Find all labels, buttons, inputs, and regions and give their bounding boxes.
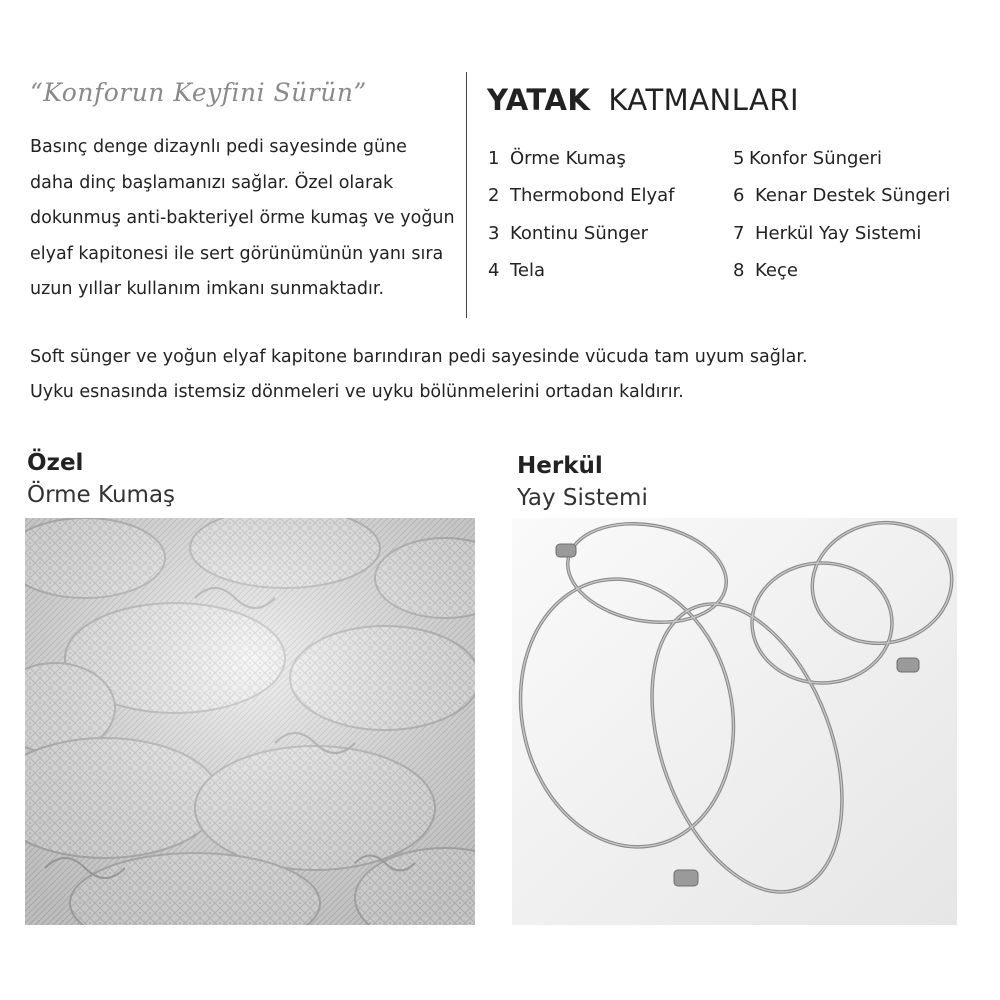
layer-number: 8 [733, 260, 745, 281]
knit-fabric-image [25, 518, 475, 925]
layer-number: 1 [488, 148, 500, 169]
layers-title-bold: YATAK [487, 83, 591, 117]
layer-label: Herkül Yay Sistemi [755, 223, 922, 244]
layer-label: Keçe [755, 260, 798, 281]
intro-paragraph: Basınç denge dizaynlı pedi sayesinde güne daha dinç başlamanızı sağlar. Özel olarak dokunmuş anti-bakteriyel örme kumaş ve yoğun elyaf kapitonesi ile sert görünümünün yanı sıra uzun yıllar kullanım imkanı sunmaktadır. [30, 137, 455, 299]
layer-number: 7 [733, 223, 745, 244]
layer-item [733, 223, 921, 244]
layer-item [733, 185, 950, 206]
layer-number: 3 [488, 223, 500, 244]
layer-number: 2 [488, 185, 500, 206]
layers-title-light: KATMANLARI [608, 83, 800, 117]
layer-item [488, 148, 626, 169]
layer-item [733, 260, 798, 281]
body-paragraph [30, 340, 980, 410]
layer-item [488, 185, 675, 206]
feature-title: Özel [27, 450, 84, 476]
spring-illustration [512, 518, 957, 925]
layer-label: Konfor Süngeri [749, 148, 882, 169]
layer-label: Örme Kumaş [510, 148, 626, 169]
layer-label: Kenar Destek Süngeri [755, 185, 951, 206]
feature-subtitle: Yay Sistemi [517, 485, 648, 511]
fabric-illustration [25, 518, 475, 925]
body-line: Uyku esnasında istemsiz dönmeleri ve uyku bölünmelerini ortadan kaldırır. [30, 382, 684, 402]
layer-label: Kontinu Sünger [510, 223, 649, 244]
body-line: Soft sünger ve yoğun elyaf kapitone barındıran pedi sayesinde vücuda tam uyum sağlar. [30, 347, 808, 367]
layer-number: 6 [733, 185, 745, 206]
layer-label: Thermobond Elyaf [510, 185, 675, 206]
layer-item [488, 223, 648, 244]
layer-item [733, 148, 882, 169]
feature-title: Herkül [517, 453, 603, 479]
tagline: “Konforun Keyfini Sürün” [30, 78, 367, 107]
layer-item [488, 260, 545, 281]
layer-label: Tela [510, 260, 546, 281]
spring-system-image [512, 518, 957, 925]
layers-title [487, 83, 799, 117]
layer-number: 4 [488, 260, 500, 281]
vertical-divider [466, 72, 467, 318]
layer-number: 5 [733, 148, 745, 169]
feature-subtitle: Örme Kumaş [27, 482, 176, 508]
